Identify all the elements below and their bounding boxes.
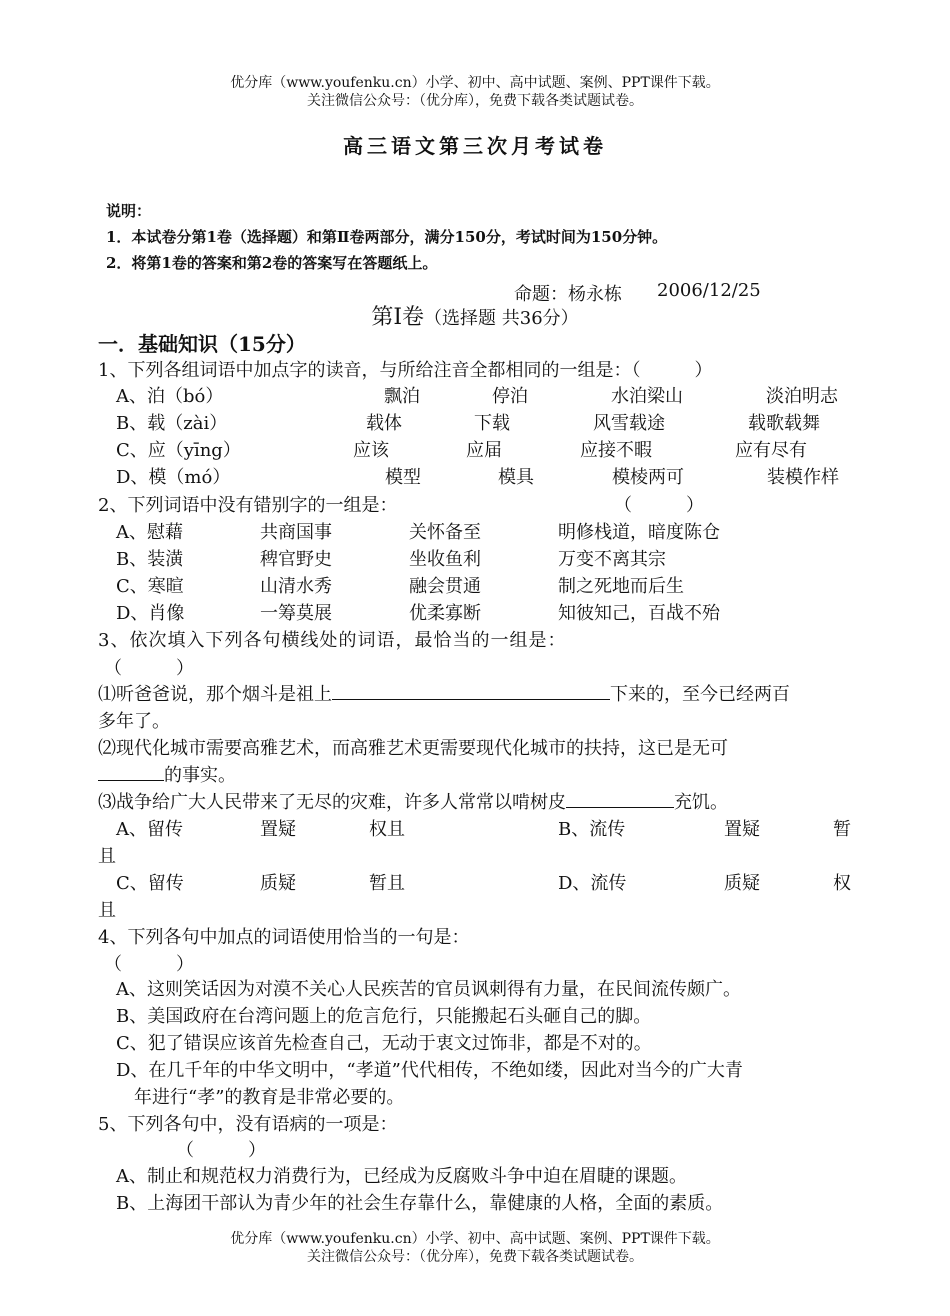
q3-blank-3[interactable] — [566, 789, 674, 808]
q4-answer-paren: （ ） — [104, 954, 194, 975]
q2-d-2: 一筹莫展 — [260, 603, 332, 624]
volume-main: 第Ⅰ卷 — [371, 305, 425, 330]
q2-answer-paren: （ ） — [614, 495, 704, 516]
q1-c-w1: 应该 — [353, 440, 389, 461]
q1-b-w4: 载歌载舞 — [748, 413, 820, 434]
q1-stem: 1、下列各组词语中加点字的读音，与所给注音全都相同的一组是：（ ） — [98, 360, 713, 381]
q2-d-4: 知彼知己，百战不殆 — [558, 603, 720, 624]
q2-a-1: A、慰藉 — [116, 522, 183, 543]
q3-s1-part-b: 下来的，至今已经两百 — [610, 684, 790, 705]
q4-option-b: B、美国政府在台湾问题上的危言危行，只能搬起石头砸自己的脚。 — [116, 1006, 652, 1027]
q3-sentence-2-cont — [98, 761, 236, 787]
q3-s3-part-b: 充饥。 — [674, 792, 728, 813]
q4-option-a: A、这则笑话因为对漠不关心人民疾苦的官员讽刺得有力量，在民间流传颇广。 — [116, 979, 741, 1000]
q1-a-w1: 飘泊 — [384, 386, 420, 407]
q2-c-1: C、寒暄 — [116, 576, 184, 597]
q4-option-d-cont: 年进行“孝”的教育是非常必要的。 — [134, 1087, 405, 1108]
q2-b-3: 坐收鱼利 — [409, 549, 481, 570]
q1-a-w4: 淡泊明志 — [766, 386, 838, 407]
q2-b-4: 万变不离其宗 — [558, 549, 666, 570]
q2-b-2: 稗官野史 — [260, 549, 332, 570]
q3-blank-2[interactable] — [98, 762, 164, 781]
q1-d-w3: 模棱两可 — [612, 467, 684, 488]
q3-a-2: 置疑 — [260, 819, 296, 840]
q3-sentence-3 — [98, 788, 728, 814]
q2-stem: 2、下列词语中没有错别字的一组是： — [98, 495, 398, 516]
q4-option-c: C、犯了错误应该首先检查自己，无动于衷文过饰非，都是不对的。 — [116, 1033, 652, 1054]
q2-b-1: B、装潢 — [116, 549, 184, 570]
q2-c-4: 制之死地而后生 — [558, 576, 684, 597]
q3-d-1: D、流传 — [558, 873, 627, 894]
q1-d-w2: 模具 — [498, 467, 534, 488]
q2-d-3: 优柔寡断 — [409, 603, 481, 624]
q2-a-2: 共商国事 — [260, 522, 332, 543]
q1-c-w2: 应届 — [466, 440, 502, 461]
q4-stem: 4、下列各句中加点的词语使用恰当的一句是： — [98, 927, 470, 948]
q3-blank-1[interactable] — [332, 681, 610, 700]
q1-b-w2: 下载 — [474, 413, 510, 434]
q3-sentence-2: ⑵现代化城市需要高雅艺术，而高雅艺术更需要现代化城市的扶持，这已是无可 — [98, 738, 728, 759]
q2-c-3: 融会贯通 — [409, 576, 481, 597]
q3-s3-part-a: ⑶战争给广大人民带来了无尽的灾难，许多人常常以啃树皮 — [98, 792, 566, 813]
exam-title: 高三语文第三次月考试卷 — [343, 134, 607, 158]
q3-answer-paren: （ ） — [104, 658, 194, 679]
q5-option-b: B、上海团干部认为青少年的社会生存靠什么，靠健康的人格，全面的素质。 — [116, 1193, 724, 1214]
q1-c-w4: 应有尽有 — [735, 440, 807, 461]
q3-d-2: 质疑 — [724, 873, 760, 894]
q4-option-d: D、在几千年的中华文明中，“孝道”代代相传，不绝如缕，因此对当今的广大青 — [116, 1060, 743, 1081]
footer-line-2: 关注微信公众号：（优分库），免费下载各类试题试卷。 — [307, 1249, 643, 1265]
notes-item-2: 2．将第1卷的答案和第2卷的答案写在答题纸上。 — [106, 254, 438, 272]
q1-b-w3: 风雪载途 — [593, 413, 665, 434]
notes-item-1: 1．本试卷分第1卷（选择题）和第Ⅱ卷两部分，满分150分，考试时间为150分钟。 — [106, 228, 668, 246]
volume-sub: （选择题 共36分） — [424, 308, 579, 329]
q3-a-3: 权且 — [369, 819, 405, 840]
q3-stem: 3、依次填入下列各句横线处的词语，最恰当的一组是： — [98, 630, 567, 651]
q3-c-1: C、留传 — [116, 873, 184, 894]
q3-s2-part-b: 的事实。 — [164, 765, 236, 786]
q1-d-w1: 模型 — [385, 467, 421, 488]
q1-b-label: B、载（zài） — [116, 413, 228, 434]
q3-sentence-1 — [98, 680, 790, 706]
q3-b-wrap: 且 — [98, 846, 116, 867]
q3-b-2: 置疑 — [724, 819, 760, 840]
q3-c-2: 质疑 — [260, 873, 296, 894]
volume-heading — [0, 300, 950, 331]
q1-a-w2: 停泊 — [492, 386, 528, 407]
footer-line-1: 优分库（www.youfenku.cn）小学、初中、高中试题、案例、PPT课件下载。 — [230, 1231, 720, 1247]
q2-a-3: 关怀备至 — [409, 522, 481, 543]
q3-a-1: A、留传 — [116, 819, 183, 840]
q5-answer-paren: （ ） — [176, 1140, 266, 1161]
header-line-2: 关注微信公众号：（优分库），免费下载各类试题试卷。 — [307, 93, 643, 109]
q3-b-3: 暂 — [833, 819, 851, 840]
q3-b-1: B、流传 — [558, 819, 626, 840]
q2-c-2: 山清水秀 — [260, 576, 332, 597]
q3-s1-cont: 多年了。 — [98, 711, 170, 732]
q2-a-4: 明修栈道，暗度陈仓 — [558, 522, 720, 543]
q3-c-3: 暂且 — [369, 873, 405, 894]
q3-d-3: 权 — [833, 873, 851, 894]
q1-c-label: C、应（yīng） — [116, 440, 241, 461]
q1-d-w4: 装模作样 — [767, 467, 839, 488]
q3-s1-part-a: ⑴听爸爸说，那个烟斗是祖上 — [98, 684, 332, 705]
q5-option-a: A、制止和规范权力消费行为，已经成为反腐败斗争中迫在眉睫的课题。 — [116, 1166, 687, 1187]
q1-c-w3: 应接不暇 — [580, 440, 652, 461]
q5-stem: 5、下列各句中，没有语病的一项是： — [98, 1114, 398, 1135]
notes-label: 说明： — [106, 202, 152, 220]
q1-b-w1: 载体 — [366, 413, 402, 434]
q2-d-1: D、肖像 — [116, 603, 185, 624]
author: 命题：杨永栋 — [514, 284, 622, 305]
header-line-1: 优分库（www.youfenku.cn）小学、初中、高中试题、案例、PPT课件下载。 — [230, 75, 720, 91]
q1-a-label: A、泊（bó） — [116, 386, 224, 407]
q3-d-wrap: 且 — [98, 900, 116, 921]
date: 2006/12/25 — [657, 280, 761, 301]
q1-d-label: D、模（mó） — [116, 467, 231, 488]
section-heading: 一．基础知识（15分） — [98, 332, 306, 356]
q1-a-w3: 水泊梁山 — [611, 386, 683, 407]
